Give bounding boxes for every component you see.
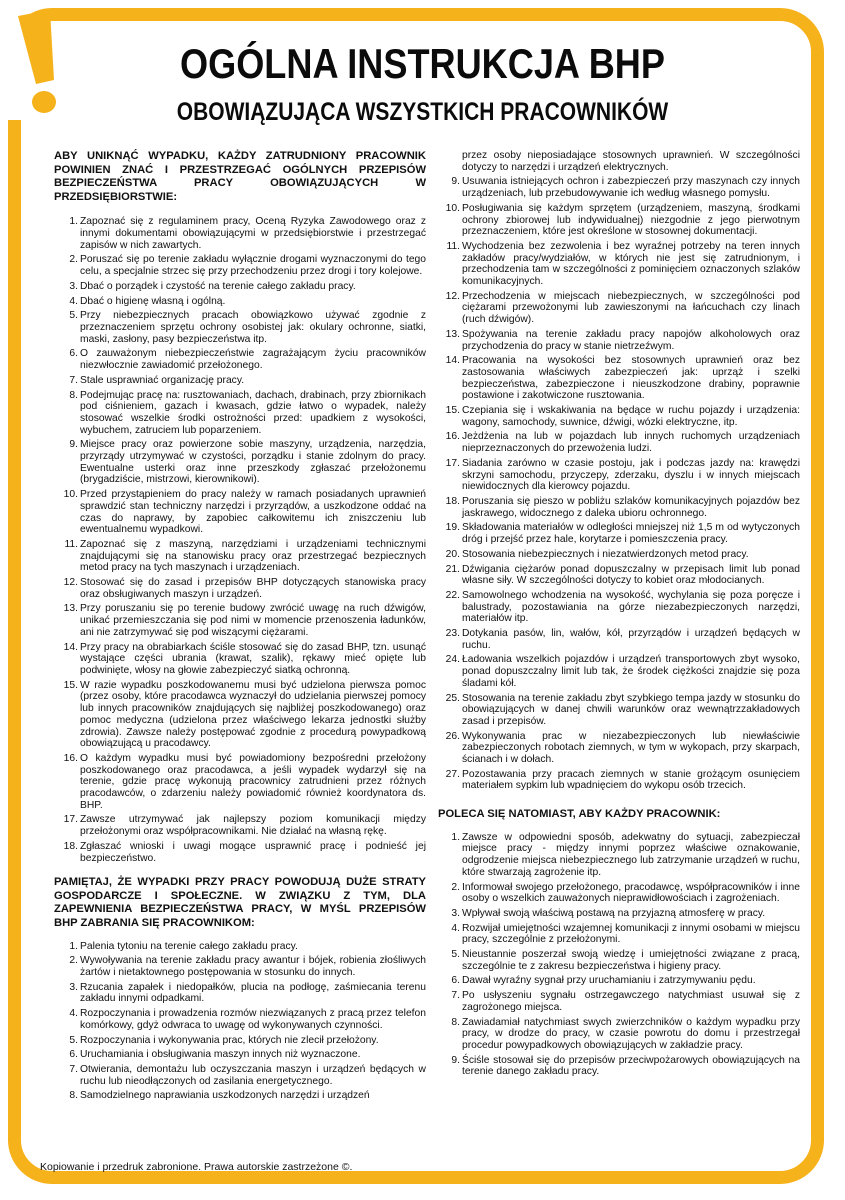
item-number: 15. <box>445 405 460 417</box>
item-number: 3. <box>69 981 78 993</box>
prohibitions-list-continued <box>438 176 800 792</box>
item-text: Usuwania istniejących ochron i zabezpieczeń przy maszynach czy innych urządzeniach, lub przebudowywanie ich według własnego pomysłu. <box>462 176 800 200</box>
item-number: 10. <box>445 202 460 214</box>
list-item <box>438 908 800 920</box>
item-text: Poruszania się pieszo w pobliżu szlaków komunikacyjnych pojazdów bez jaskrawego, widocznego z daleka ubioru ochronnego. <box>462 495 800 519</box>
list-item <box>40 753 426 812</box>
item-number: 3. <box>451 907 460 919</box>
item-text: Rozpoczynania i prowadzenia rozmów niezwiązanych z pracą przez telefon komórkowy, gdyż odwraca to uwagę od wykonywanych czynności. <box>80 1008 426 1031</box>
list-item <box>40 814 426 837</box>
list-item <box>40 439 426 486</box>
item-text: Dawał wyraźny sygnał przy uruchamianiu i zatrzymywaniu pędu. <box>462 975 756 987</box>
item-text: Ładowania wszelkich pojazdów i urządzeń transportowych zbyt wysoko, ponad dopuszczalny limit lub tak, że środek ciężkości znajdzie się poza śladami kół. <box>462 654 800 689</box>
item-text: Przy pracy na obrabiarkach ściśle stosować się do zasad BHP, tzn. usunąć wystające części ubrania (krawat, szalik), rękawy mieć opięte lub podwinięte, włosy na głowie zabezpieczyć siatką ochronną. <box>80 641 426 676</box>
list-item <box>40 375 426 387</box>
list-item <box>438 832 800 879</box>
item-number: 24. <box>445 654 460 666</box>
list-item <box>40 254 426 277</box>
list-item <box>40 1035 426 1047</box>
item-text: Spożywania na terenie zakładu pracy napojów alkoholowych oraz przychodzenia do pracy w stanie nietrzeźwym. <box>462 328 800 352</box>
list-item <box>40 216 426 251</box>
recommendations-list <box>438 832 800 1078</box>
list-item <box>40 348 426 371</box>
item-number: 14. <box>445 355 460 367</box>
item-number: 5. <box>69 310 78 322</box>
list-item <box>40 489 426 536</box>
recommendations-heading: POLECA SIĘ NATOMIAST, ABY KAŻDY PRACOWNIK: <box>438 808 721 821</box>
item-text: Posługiwania się każdym sprzętem (urządzeniem, maszyną, środkami ochrony zbiorowej lub indywidualnej) niezgodnie z jego pierwotnym przeznaczeniem, które jest określone w stosownej dokumentacji. <box>462 202 800 238</box>
item-text: Informował swojego przełożonego, pracodawcę, współpracowników i inne osoby o wszelkich zauważonych nieprawidłowościach i zagrożeniach. <box>462 881 800 905</box>
item-number: 12. <box>63 577 78 589</box>
item-text: Miejsce pracy oraz powierzone sobie maszyny, urządzenia, narzędzia, przyrządy utrzymywać w czystości, porządku i stanie zdolnym do pracy. Ewentualne usterki oraz inne przeszkody zgłaszać przełożonemu (brygadziście, mistrzowi, kierownikowi). <box>80 439 426 486</box>
list-item <box>438 731 800 766</box>
item-text: Pozostawania przy pracach ziemnych w stanie grożącym osunięciem materiałem sypkim lub wpadnięciem do wykopu osób trzecich. <box>462 768 800 792</box>
list-item <box>438 203 800 238</box>
item-number: 21. <box>445 563 460 575</box>
item-text: Rozpoczynania i wykonywania prac, których nie zlecił przełożony. <box>80 1034 379 1046</box>
list-item <box>40 680 426 750</box>
item-number: 4. <box>69 1008 78 1020</box>
list-item <box>438 458 800 493</box>
list-item <box>438 769 800 792</box>
item-text: Rozwijał umiejętności wzajemnej komunikacji z innymi osobami w miejscu pracy, szczególnie z przełożonymi. <box>462 922 800 946</box>
item-number: 5. <box>451 949 460 961</box>
list-item <box>40 841 426 864</box>
item-number: 4. <box>69 295 78 307</box>
list-item <box>40 642 426 677</box>
item-number: 25. <box>445 692 460 704</box>
item-text: Zapoznać się z maszyną, narzędziami i urządzeniami technicznymi znajdującymi się na stanowisku pracy oraz przestrzegać bezpiecznych metod pracy na tych maszynach i urządzeniach. <box>80 538 426 574</box>
item-number: 18. <box>445 495 460 507</box>
item-text: Stosowania na terenie zakładu zbyt szybkiego tempa jazdy w stosunku do obowiązujących w danej chwili warunków oraz wewnątrzzakładowych zasad i przepisów. <box>462 692 800 727</box>
list-item <box>438 496 800 519</box>
item-number: 2. <box>69 254 78 266</box>
item-number: 27. <box>445 768 460 780</box>
item-text: O zauważonym niebezpieczeństwie zagrażającym życiu pracowników niezwłocznie zawiadomić przełożonego. <box>80 348 426 372</box>
item-text: Otwierania, demontażu lub oczyszczania maszyn i urządzeń będących w ruchu lub nieodłączonych od zasilania energetycznego. <box>80 1063 426 1087</box>
item-text: Dbać o higienę własną i ogólną. <box>80 295 226 307</box>
item-number: 7. <box>69 374 78 386</box>
item-text: Zawsze w odpowiedni sposób, adekwatny do sytuacji, zabezpieczał miejsce pracy - między innymi poprzez właściwe oznakowanie, odgrodzenie miejsca niebezpiecznego lub zatrzymanie urządzeń w ruchu, które stwarzają zagrożenie itp. <box>462 831 800 878</box>
item-number: 7. <box>451 990 460 1002</box>
item-text: Wychodzenia bez zezwolenia i bez wyraźnej potrzeby na teren innych zakładów pracy/wydziałów, w których nie jest się zatrudnionym, i przechodzenia tam w szczególności z pominięciem oznaczonych szlaków komunikacyjnych. <box>462 240 800 288</box>
item-text: Pracowania na wysokości bez stosownych uprawnień oraz bez zastosowania właściwych zabezpieczeń jak: uprząż i szelki bezpieczeństwa, zabezpieczone i nieuszkodzone drabiny, poprawnie postawione i zakotwiczone rusztowania. <box>462 355 800 402</box>
list-item <box>438 949 800 972</box>
item-number: 1. <box>69 216 78 228</box>
list-item <box>40 1008 426 1031</box>
list-item <box>438 693 800 728</box>
list-item <box>40 310 426 345</box>
item-text: Przy poruszaniu się po terenie budowy zwrócić uwagę na ruch dźwigów, unikać przemieszczania się pod nimi w momencie przenoszenia ładunków, ani nie zatrzymywać się pod wiszącymi ciężarami. <box>80 603 426 638</box>
list-item <box>438 405 800 428</box>
item-number: 17. <box>63 814 78 826</box>
item-number: 19. <box>445 522 460 534</box>
item-text: Przed przystąpieniem do pracy należy w ramach posiadanych uprawnień sprawdzić stan techniczny narzędzi i przyrządów, a uszkodzone oddać na czas do naprawy, by zapobiec całkowitemu ich zniszczeniu lub ewentualnemu wypadkowi. <box>80 489 426 536</box>
item-text: Stosować się do zasad i przepisów BHP dotyczących stanowiska pracy oraz obsługiwanych maszyn i urządzeń. <box>80 577 426 600</box>
item-text: Zapoznać się z regulaminem pracy, Oceną Ryzyka Zawodowego oraz z innymi dokumentami obowiązującymi w przedsiębiorstwie i przestrzegać zapisów w nich zawartych. <box>80 216 426 251</box>
list-item <box>438 176 800 199</box>
item-number: 16. <box>63 752 78 764</box>
item-number: 23. <box>445 628 460 640</box>
item-text: Dźwigania ciężarów ponad dopuszczalny w przepisach limit lub ponad własne siły. W szczególności dotyczy to kobiet oraz młodocianych. <box>462 563 800 587</box>
page-subtitle: OBOWIĄZUJĄCA WSZYSTKICH PRACOWNIKÓW <box>176 98 669 126</box>
item-text: Po usłyszeniu sygnału ostrzegawczego natychmiast usuwał się z zagrożonego miejsca. <box>462 990 800 1013</box>
item-number: 13. <box>445 328 460 340</box>
list-item <box>438 355 800 402</box>
item-number: 16. <box>445 431 460 443</box>
item-number: 9. <box>451 1054 460 1066</box>
item-number: 8. <box>451 1016 460 1028</box>
list-item <box>438 654 800 689</box>
item-text: Przy niebezpiecznych pracach obowiązkowo używać zgodnie z przeznaczeniem sprzętu ochrony osobistej jak: okulary ochronne, siatki, maski, zasłony, pasy bezpieczeństwa itp. <box>80 310 426 345</box>
item-number: 15. <box>63 679 78 691</box>
item-number: 8. <box>69 1090 78 1102</box>
right-column <box>438 150 800 1081</box>
list-item <box>438 1055 800 1078</box>
list-item <box>438 549 800 561</box>
item-text: Wywoływania na terenie zakładu pracy awantur i bójek, robienia złośliwych żartów i nietaktownego postępowania w stosunku do innych. <box>80 955 426 979</box>
list-item <box>40 941 426 953</box>
item-text: Zawsze utrzymywać jak najlepszy poziom komunikacji między przełożonymi oraz współpracownikami. Nie działać na własną rękę. <box>80 814 426 838</box>
item-text: Wykonywania prac w niezabezpieczonych lub niewłaściwie zabezpieczonych robotach ziemnych, w tym w wykopach, przy skarpach, ścianach i w dołach. <box>462 730 800 766</box>
prohibitions-heading: PAMIĘTAJ, ŻE WYPADKI PRZY PRACY POWODUJĄ DUŻE STRATY GOSPODARCZE I SPOŁECZNE. W ZWIĄZKU Z TYM, DLA ZAPEWNIENIA BEZPIECZEŃSTWA PRACY, W MYŚL PRZEPISÓW BHP ZABRANIA SIĘ PRACOWNIKOM: <box>54 876 426 930</box>
list-item <box>40 1049 426 1061</box>
list-item <box>438 431 800 454</box>
item-text: Ściśle stosował się do przepisów przeciwpożarowych obowiązujących na terenie danego zakładu pracy. <box>462 1054 800 1078</box>
item-number: 7. <box>69 1063 78 1075</box>
item-text: Stale usprawniać organizację pracy. <box>80 374 245 386</box>
list-item <box>40 603 426 638</box>
list-item <box>438 291 800 326</box>
item-text: Nieustannie poszerzał swoją wiedzę i umiejętności związane z pracą, szczególnie te z zakresu bezpieczeństwa i higieny pracy. <box>462 949 800 972</box>
left-column <box>40 150 426 1105</box>
item-number: 9. <box>451 176 460 188</box>
list-item <box>438 628 800 651</box>
list-item <box>438 990 800 1013</box>
item-text: Palenia tytoniu na terenie całego zakładu pracy. <box>80 940 298 952</box>
item-text: Samowolnego wchodzenia na wysokość, wychylania się poza poręcze i balustrady, pozostawiania na górze niezabezpieczonych narzędzi, materiałów itp. <box>462 589 800 625</box>
item-number: 2. <box>451 881 460 893</box>
item-number: 6. <box>451 975 460 987</box>
item-number: 2. <box>69 955 78 967</box>
item-number: 12. <box>445 290 460 302</box>
item-number: 18. <box>63 840 78 852</box>
item-text: O każdym wypadku musi być powiadomiony bezpośredni przełożony poszkodowanego oraz pracodawca, a jeśli wypadek wydarzył się na terenie, gdzie pracę wykonują pracownicy zatrudnieni przez różnych pracodawców, o zdarzeniu należy powiadomić również koordynatora ds. BHP. <box>80 752 426 811</box>
list-item <box>438 590 800 625</box>
list-item <box>438 975 800 987</box>
list-item <box>40 539 426 574</box>
rules-list <box>40 216 426 864</box>
item-text: Dotykania pasów, lin, wałów, kół, przyrządów i urządzeń będących w ruchu. <box>462 628 800 651</box>
list-item <box>438 522 800 545</box>
item-text: Rzucania zapałek i niedopałków, plucia na podłogę, zaśmiecania terenu zakładu innymi odpadkami. <box>80 981 426 1005</box>
item-text: Czepiania się i wskakiwania na będące w ruchu pojazdy i urządzenia: wagony, samochody, suwnice, dźwigi, wózki elektryczne, itp. <box>462 405 800 428</box>
item-number: 26. <box>445 730 460 742</box>
item-text: Podejmując pracę na: rusztowaniach, dachach, drabinach, przy zbiornikach pod ciśnieniem, gazach i kwasach, gdzie łatwo o wypadek, należy stosować wszelkie środki ostrożności przed: upadkiem z wysokości, wybuchem, zatruciem lub poparzeniem. <box>80 389 426 436</box>
item-number: 11. <box>446 240 460 252</box>
list-item <box>438 564 800 587</box>
prohibition-8-continued: przez osoby nieposiadające stosownych uprawnień. W szczególności dotyczy to narzędzi i urządzeń elektrycznych. <box>462 150 800 173</box>
list-item <box>40 296 426 308</box>
list-item <box>40 577 426 600</box>
item-text: Uruchamiania i obsługiwania maszyn innych niż wyznaczone. <box>80 1049 361 1061</box>
item-text: Jeżdżenia na lub w pojazdach lub innych ruchomych urządzeniach nieprzeznaczonych do przewożenia ludzi. <box>462 431 800 455</box>
item-number: 5. <box>69 1034 78 1046</box>
intro-heading: ABY UNIKNĄĆ WYPADKU, KAŻDY ZATRUDNIONY PRACOWNIK POWINIEN ZNAĆ I PRZESTRZEGAĆ OGÓLNYCH PRZEPISÓW BEZPIECZEŃSTWA PRACY OBOWIĄZUJĄCYCH W PRZEDSIĘBIORSTWIE: <box>54 150 426 203</box>
list-item <box>438 923 800 946</box>
item-text: Wpływał swoją właściwą postawą na przyjazną atmosferę w pracy. <box>462 907 766 919</box>
item-number: 4. <box>451 922 460 934</box>
item-text: W razie wypadku poszkodowanemu musi być udzielona pierwsza pomoc (przez osoby, które pracodawca wyznaczył do udzielania pierwszej pomocy lub innych pracowników znajdujących się najbliżej poszkodowanego) oraz pomoc medyczna (udzielona przez właściwego lekarza jednostki służby zdrowia). Zawsze należy postępować zgodnie z procedurą powypadkową obowiązującą u pracodawcy. <box>80 679 426 750</box>
item-text: Samodzielnego naprawiania uszkodzonych narzędzi i urządzeń <box>80 1090 370 1102</box>
item-number: 20. <box>445 548 460 560</box>
list-item <box>438 1017 800 1052</box>
item-number: 6. <box>69 348 78 360</box>
item-number: 8. <box>69 389 78 401</box>
item-text: Stosowania niebezpiecznych i niezatwierdzonych metod pracy. <box>462 548 749 560</box>
item-number: 6. <box>69 1049 78 1061</box>
list-item <box>40 281 426 293</box>
list-item <box>40 955 426 978</box>
item-text: Dbać o porządek i czystość na terenie całego zakładu pracy. <box>80 280 356 292</box>
item-number: 13. <box>63 603 78 615</box>
copyright-footer: Kopiowanie i przedruk zabronione. Prawa autorskie zastrzeżone ©. <box>40 1161 353 1173</box>
item-number: 9. <box>69 439 78 451</box>
list-item <box>40 982 426 1005</box>
item-text: Składowania materiałów w odległości mniejszej niż 1,5 m od wytyczonych dróg i przejść przez hale, korytarze i pomieszczenia pracy. <box>462 522 800 546</box>
page-title: OGÓLNA INSTRUKCJA BHP <box>180 40 665 87</box>
list-item <box>438 241 800 288</box>
item-text: Przechodzenia w miejscach niebezpiecznych, w szczególności pod ciężarami przewożonymi lub zawieszonymi na łańcuchach czy linach (ruch dźwigów). <box>462 290 800 326</box>
item-number: 10. <box>63 489 78 501</box>
item-text: Zgłaszać wnioski i uwagi mogące usprawnić pracę i podnieść jej bezpieczeństwo. <box>80 840 426 864</box>
item-number: 14. <box>63 641 78 653</box>
prohibitions-list <box>40 941 426 1102</box>
item-text: Siadania zarówno w czasie postoju, jak i podczas jazdy na: krawędzi skrzyni samochodu, przyczepy, zderzaku, dyszlu i w innych miejscach niewidocznych dla kierowcy pojazdu. <box>462 457 800 493</box>
item-number: 22. <box>445 589 460 601</box>
item-number: 11. <box>64 538 78 550</box>
list-item <box>438 329 800 352</box>
item-number: 3. <box>69 280 78 292</box>
item-text: Zawiadamiał natychmiast swych zwierzchników o każdym wypadku przy pracy, w drodze do pracy, w czasie powrotu do domu i przestrzegał procedur powypadkowych obowiązujących w zakładzie pracy. <box>462 1016 800 1051</box>
list-item <box>40 1090 426 1102</box>
list-item <box>40 1064 426 1087</box>
item-number: 17. <box>445 457 460 469</box>
item-text: Poruszać się po terenie zakładu wyłącznie drogami wyznaczonymi do tego celu, a specjalnie strzec się przy przechodzeniu przez drogi i tory kolejowe. <box>80 254 426 278</box>
item-number: 1. <box>69 940 78 952</box>
item-number: 1. <box>451 831 460 843</box>
list-item <box>438 882 800 905</box>
list-item <box>40 390 426 437</box>
